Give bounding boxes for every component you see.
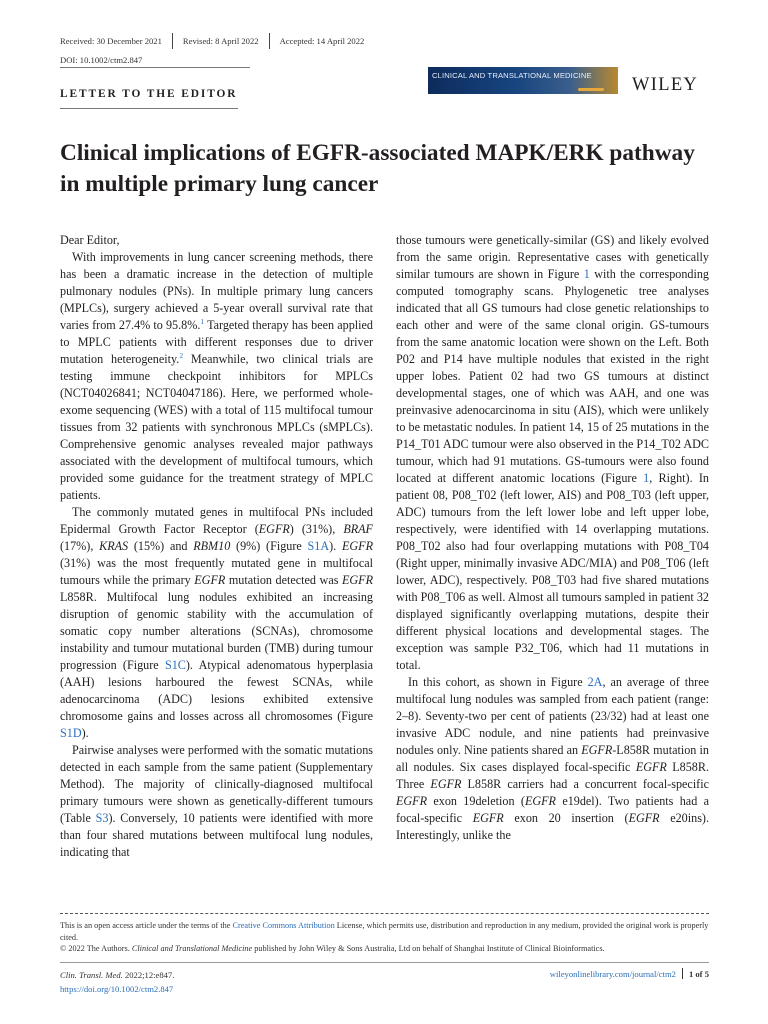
paragraph: those tumours were genetically-similar (GS) and likely evolved from the same origin. Representative cases with genetically similar tumours are shown in Figure 1 with the corresponding computed tomography scans. Phylogenetic tree analyses indicated that all GS tumours had close genetic relationships to each other and were of the same clonal origin. GS-tumours from the same anatomic location were shown on the Left. Both P02 and P14 have multiple nodules that existed in the right upper lobes. Patient 02 had two GS tumours at distinct developmental stages, one of which was AAH, and one was preinvasive adenocarcinoma in situ (AIS), which were unlikely to be metastatic nodules. In patient 14, 15 of 25 mutations in the P14_T01 ADC tumour were also observed in the P14_T02 ADC tumour, which had 91 mutations. GS-tumours were also found located at different anatomic locations (Figure 1, Right). In patient 08, P08_T02 (left lower, AIS) and P08_T03 (left upper, ADC) tumours from the left lower lobe and left upper lobe, respectively, were identified with 14 overlapping mutations. P08_T02 also had four overlapping mutations with P08_T04 (Right upper, minimally invasive ADC/MIA) and P08_T06 (left lower, ADC), respectively. P08_T03 had five shared mutations with P08_T06 as well. Almost all tumours sampled in patient 32 displayed significantly overlapping mutations, despite their different physical locations and developmental stages. The exception was sample P32_T06, which had 11 mutations in total.	[396, 233, 710, 672]
table-link[interactable]: S3	[95, 811, 109, 825]
figure-link[interactable]: S1D	[60, 726, 82, 740]
journal-site-link[interactable]: wileyonlinelibrary.com/journal/ctm2	[549, 968, 676, 979]
body-column-left	[60, 232, 373, 861]
footer-separator	[682, 968, 683, 979]
paragraph: With improvements in lung cancer screening methods, there has been a dramatic increase in the detection of multiple pulmonary nodules (PNs). In multiple primary lung cancers (MPLCs), surgery achieved a 5-year overall survival rate that varies from 27.4% to 95.8%.$^1$ Targeted therapy has been applied to MPLC patients with different responses due to driver mutation heterogeneity.$^2$ Meanwhile, two clinical trials are testing immune checkpoint inhibitors for MPLCs (NCT04026841; NCT04047186). Here, we performed whole-exome sequencing (WES) with a total of 115 multifocal tumour tissues from 32 patients with synchronous MPLCs (sMPLCs). Comprehensive genomic analyses revealed major pathways associated with the development of multifocal tumours, which provided some guidance for the treatment strategy of MPLC patients.	[60, 250, 373, 502]
citation-footer	[60, 968, 174, 996]
doi-link[interactable]: https://doi.org/10.1002/ctm2.847	[60, 984, 174, 994]
footer-right	[550, 968, 709, 979]
body-column-right	[396, 232, 709, 844]
citation-link[interactable]: 2	[179, 350, 184, 360]
journal-banner-title: CLINICAL AND TRANSLATIONAL MEDICINE	[432, 71, 592, 80]
figure-link[interactable]: 2A	[587, 675, 603, 689]
figure-link[interactable]: S1A	[307, 539, 330, 553]
paragraph: The commonly mutated genes in multifocal PNs included Epidermal Growth Factor Receptor (EGFR) (31%), BRAF (17%), KRAS (15%) and RBM10 (9%) (Figure S1A). EGFR (31%) was the most frequently mutated gene in multifocal tumours while the primary EGFR mutation detected was EGFR L858R. Multifocal lung nodules exhibited an increasing disruption of genomic stability with the accumulation of somatic copy number alterations (SCNAs), chromosome instability and tumour mutational burden (TMB) during tumour progression (Figure S1C). Atypical adenomatous hyperplasia (AAH) lesions harboured the fewest SCNAs, while adenocarcinoma (ADC) lesions exhibited extensive chromosome gains and losses across all chromosomes (Figure S1D).	[60, 505, 374, 740]
citation-link[interactable]: 1	[200, 316, 205, 326]
journal-banner-logo	[428, 67, 618, 94]
figure-link[interactable]: 1	[643, 471, 650, 485]
copyright-text: © 2022 The Authors. Clinical and Translational Medicine published by John Wiley & Sons Australia, Ltd on behalf of Shanghai Institute of Clinical Bioinformatics.	[60, 944, 605, 953]
license-text: This is an open access article under the terms of the Creative Commons Attribution License, which permits use, distribution and reproduction in any medium, provided the original work is properly cited.	[60, 921, 709, 942]
license-notice	[60, 920, 709, 955]
footer-divider	[60, 962, 709, 963]
license-divider	[60, 913, 709, 914]
salutation: Dear Editor,	[60, 233, 120, 247]
figure-link[interactable]: S1C	[164, 658, 186, 672]
publisher-logo: WILEY	[632, 75, 699, 95]
open-access-mark	[578, 88, 604, 91]
revised-date: Revised: 8 April 2022	[173, 33, 270, 49]
section-underline	[60, 108, 238, 109]
header-divider	[60, 67, 250, 68]
received-date: Received: 30 December 2021	[60, 33, 173, 49]
header-doi: DOI: 10.1002/ctm2.847	[60, 55, 143, 65]
paragraph: In this cohort, as shown in Figure 2A, an average of three multifocal lung nodules was sampled from each patient (range: 2–8). Seventy-two per cent of patients (23/32) had at least one invasive ADC nodule, and nine patients had preinvasive nodules only. Nine patients shared an EGFR-L858R mutation in all nodules. Six cases displayed focal-specific EGFR L858R. Three EGFR L858R carriers had a concurrent focal-specific EGFR exon 19deletion (EGFR e19del). Two patients had a focal-specific EGFR exon 20 insertion (EGFR e20ins). Interestingly, unlike the	[396, 675, 710, 842]
article-title: Clinical implications of EGFR-associated MAPK/ERK pathway in multiple primary lung cancer	[60, 140, 695, 197]
section-label: LETTER TO THE EDITOR	[60, 88, 238, 100]
paragraph: Pairwise analyses were performed with the somatic mutations detected in each sample from the same patient (Supplementary Method). The majority of clinically-diagnosed multifocal primary tumours were shown as genetically-different tumours (Table S3). Conversely, 10 patients were identified with more than four shared mutations between multifocal lung nodules, indicating that	[60, 743, 373, 859]
figure-link[interactable]: 1	[583, 267, 590, 281]
page-number: 1 of 5	[688, 968, 709, 979]
article-dates	[60, 33, 374, 49]
accepted-date: Accepted: 14 April 2022	[279, 36, 365, 46]
citation-text: Clin. Transl. Med. 2022;12:e847.	[60, 970, 175, 980]
license-link[interactable]: Creative Commons Attribution	[232, 921, 335, 930]
